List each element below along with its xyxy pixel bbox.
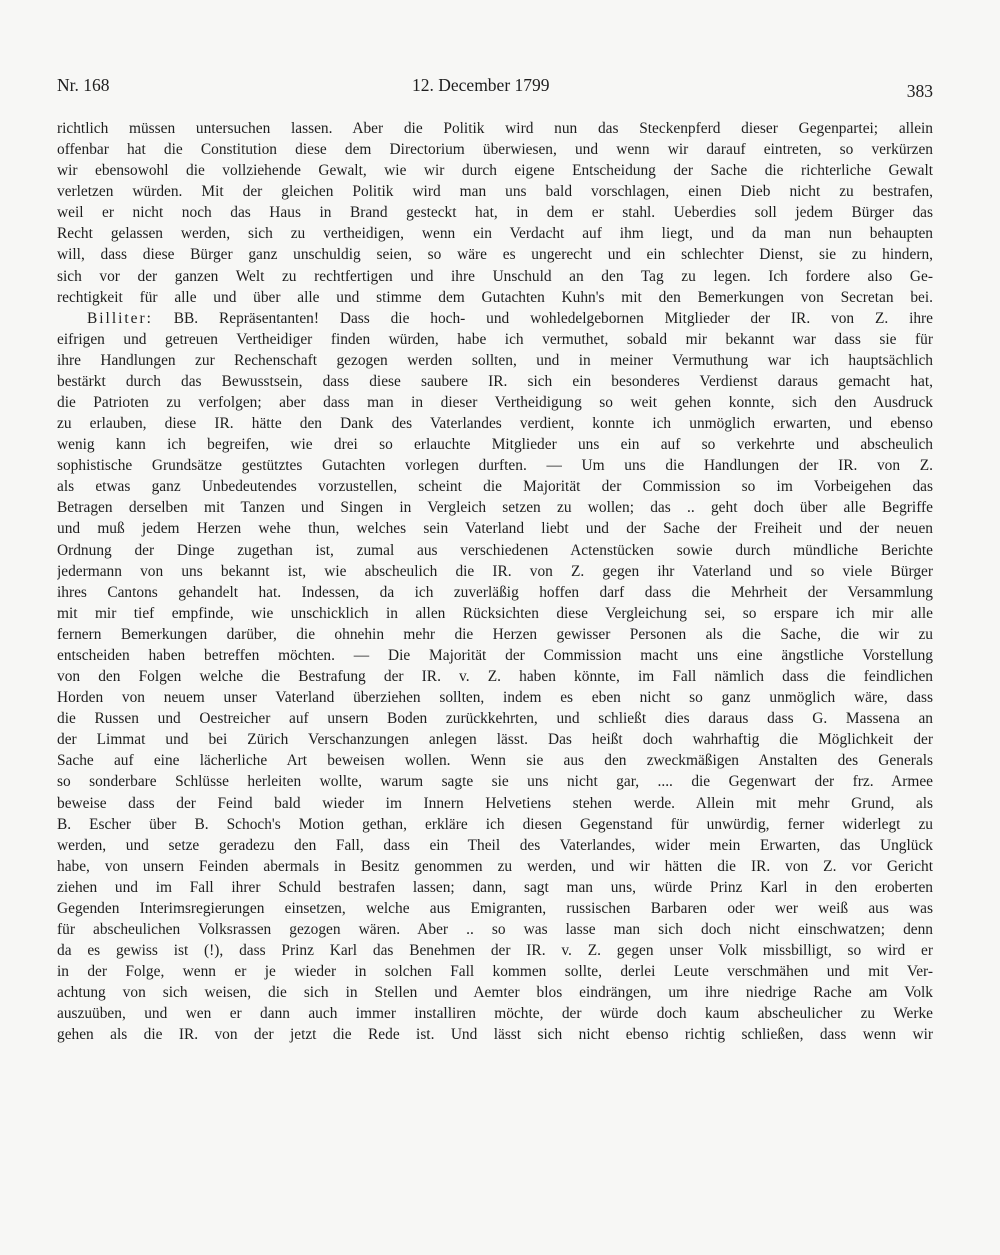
text-line: die Russen und Oestreicher auf unsern Boden zurückkehrten, und schließt dies daraus dass G. Massena an: [57, 710, 933, 728]
text-line: BB. Repräsentanten! Dass die hoch- und wohledelgebornen Mitglieder der IR. von Z. ihre: [173, 309, 933, 327]
text-line: ziehen und im Fall ihrer Schuld bestrafen lassen; dann, sagt man uns, würde Prinz Karl in den eroberten: [57, 878, 933, 896]
text-line: auszuüben, und wen er dann auch immer installiren möchte, der würde doch kaum abscheulicher zu Werke: [57, 1005, 933, 1023]
page-header: [57, 75, 933, 101]
text-line: so sonderbare Schlüsse herleiten wollte, warum sagte sie uns nicht gar, .... die Gegenwart der frz. Armee: [57, 773, 933, 791]
text-line: gehen als die IR. von der jetzt die Rede ist. Und lässt sich nicht ebenso richtig schließen, dass wenn wir: [57, 1026, 933, 1044]
text-line: Betragen derselben mit Tanzen und Singen in Vergleich setzen zu wollen; das .. geht doch über alle Begriffe: [57, 499, 933, 517]
document-number: Nr. 168: [57, 75, 110, 95]
text-line: fernern Bemerkungen darüber, die ohnehin mehr die Herzen gewisser Personen als die Sache, die wir zu: [57, 625, 933, 643]
text-line: zu erlauben, diese IR. hätte den Dank des Vaterlandes verdient, konnte ich unmöglich erwarten, und ebenso: [57, 415, 933, 433]
page-number: 383: [906, 81, 933, 101]
text-line: offenbar hat die Constitution diese dem Directorium überwiesen, und wenn wir darauf eintreten, so verkürzen: [57, 141, 933, 159]
text-line: Sache auf eine lächerliche Art beweisen wollen. Wenn sie aus den zweckmäßigen Anstalten des Generals: [57, 752, 933, 770]
speaker-line: [57, 308, 933, 329]
text-line: verletzen würden. Mit der gleichen Politik wird man uns bald vorschlagen, einen Dieb nicht zu bestrafen,: [57, 183, 933, 201]
text-line: ihre Handlungen zur Rechenschaft gezogen werden sollten, und in meiner Vermuthung war ich hauptsächlich: [57, 351, 933, 369]
text-line: die Patrioten zu verfolgen; aber dass man in dieser Vertheidigung so weit gehen konnte, sich den Ausdruck: [57, 394, 933, 412]
text-line: wir ebensowohl die vollziehende Gewalt, wie wir durch eigene Entscheidung der Sache die richterliche Gewalt: [57, 162, 933, 180]
text-line: sich vor der ganzen Welt zu rechtfertigen und ihre Unschuld an den Tag zu legen. Ich fordere also Ge-: [57, 267, 933, 285]
text-line: ihres Cantons gehandelt hat. Indessen, da ich zuverläßig hoffen darf dass die Mehrheit der Versammlung: [57, 583, 933, 601]
text-line: der Limmat und bei Zürich Verschanzungen anlegen lässt. Das heißt doch wahrhaftig die Möglichkeit der: [57, 731, 933, 749]
text-line: in der Folge, wenn er je wieder in solchen Fall kommen sollte, derlei Leute verschmähen und mit Ver-: [57, 963, 933, 981]
text-line: bestärkt durch das Bewusstsein, dass diese saubere IR. sich ein besonderes Verdienst daraus gemacht hat,: [57, 372, 933, 390]
text-line: jedermann von uns bekannt ist, wie abscheulich die IR. von Z. gegen ihr Vaterland und so viele Bürger: [57, 562, 933, 580]
text-line: als etwas ganz Unbedeutendes vorzustellen, scheint die Majorität der Commission so im Vorbeigehen das: [57, 478, 933, 496]
document-date: 12. December 1799: [412, 75, 550, 95]
text-line: eifrigen und getreuen Vertheidiger finden würden, habe ich vermuthet, sobald mir bekannt war dass sie für: [57, 330, 933, 348]
text-line: Horden von neuem unser Vaterland überziehen sollten, indem es eben nicht so ganz unmöglich wäre, dass: [57, 689, 933, 707]
text-line: weil er nicht noch das Haus in Brand gesteckt hat, in dem er stahl. Ueberdies soll jedem Bürger das: [57, 204, 933, 222]
text-line: und muß jedem Herzen wehe thun, welches sein Vaterland liebt und der Sache der Freiheit und der neuen: [57, 520, 933, 538]
text-line: beweise dass der Feind bald wieder im Innern Helvetiens stehen werde. Allein mit mehr Grund, als: [57, 794, 933, 812]
text-line: Ordnung der Dinge zugethan ist, zumal aus verschiedenen Actenstücken sowie durch mündliche Berichte: [57, 541, 933, 559]
speaker-name: Billiter:: [87, 309, 153, 327]
text-line: will, dass diese Bürger ganz unschuldig seien, so wäre es ungerecht und ein schlechter Dienst, sie zu hindern,: [57, 246, 933, 264]
text-line: B. Escher über B. Schoch's Motion gethan, erkläre ich diesen Gegenstand für unwürdig, ferner widerlegt zu: [57, 815, 933, 833]
text-line: für abscheulichen Volksrassen gezogen wären. Aber .. so was lasse man sich doch nicht einschwatzen; denn: [57, 920, 933, 938]
text-line: [57, 1045, 933, 1066]
text-line: von den Folgen welche die Bestrafung der IR. v. Z. haben könnte, im Fall nämlich dass die feindlichen: [57, 668, 933, 686]
text-line: Gegenden Interimsregierungen einsetzen, welche aus Emigranten, russischen Barbaren oder wer weiß aus was: [57, 899, 933, 917]
text-line: sophistische Grundsätze gestütztes Gutachten vorlegen durften. — Um uns die Handlungen der IR. von Z.: [57, 457, 933, 475]
text-line: werden, und setze geradezu den Fall, dass ein Theil des Vaterlandes, wider mein Erwarten, das Unglück: [57, 836, 933, 854]
text-line: rechtigkeit für alle und über alle und stimme dem Gutachten Kuhn's mit den Bemerkungen von Secretan bei.: [57, 288, 933, 306]
text-line: habe, von unsern Feinden abermals in Besitz genommen zu werden, und wir hätten die IR. von Z. vor Gericht: [57, 857, 933, 875]
text-line: achtung von sich weisen, die sich in Stellen und Aemter blos eindrängen, um ihre niedrige Rache am Volk: [57, 984, 933, 1002]
text-line: Recht gelassen werden, sich zu vertheidigen, wenn ein Verdacht auf ihm liegt, und da man nun behaupten: [57, 225, 933, 243]
text-line: mit mir tief empfinde, wie unschicklich in allen Rücksichten diese Vergleichung sei, so erspare ich mir alle: [57, 604, 933, 622]
body-text: [57, 118, 933, 1067]
text-line: wenig kann ich begreifen, wie drei so erlauchte Mitglieder uns ein auf so verkehrte und abscheulich: [57, 436, 933, 454]
text-line: entscheiden haben betreffen möchten. — Die Majorität der Commission macht uns eine ängstliche Vorstellung: [57, 646, 933, 664]
text-line: da es gewiss ist (!), dass Prinz Karl das Benehmen der IR. v. Z. gegen unser Volk missbilligt, so wird er: [57, 942, 933, 960]
text-line: richtlich müssen untersuchen lassen. Aber die Politik wird nun das Steckenpferd dieser Gegenpartei; allein: [57, 120, 933, 137]
